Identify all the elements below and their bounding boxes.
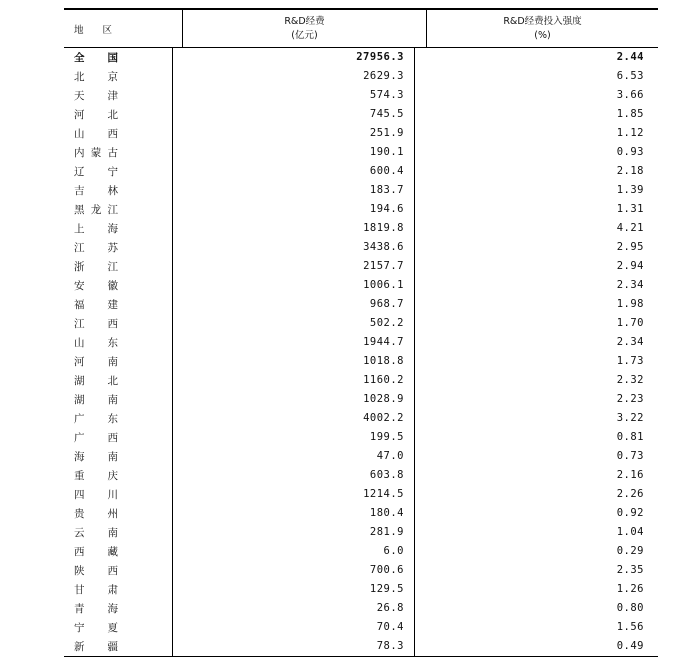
table-body [64, 48, 658, 657]
intensity-cell: 1.12 [616, 127, 644, 139]
table-row [64, 618, 658, 637]
table-row [64, 352, 658, 371]
expense-cell: 745.5 [172, 105, 415, 124]
table-row-total [64, 48, 658, 67]
table-row [64, 428, 658, 447]
table-row [64, 276, 658, 295]
table-row [64, 181, 658, 200]
table-row [64, 485, 658, 504]
region-cell [64, 525, 172, 540]
expense-cell: 281.9 [172, 523, 415, 542]
region-name: 吉 林 [74, 185, 120, 197]
region-cell [64, 601, 172, 616]
intensity-cell: 4.21 [616, 222, 644, 234]
region-cell [64, 468, 172, 483]
intensity-cell: 2.32 [616, 374, 644, 386]
region-name: 贵 州 [74, 508, 120, 520]
intensity-cell: 2.16 [616, 469, 644, 481]
region-name: 全 国 [74, 52, 120, 64]
intensity-cell: 2.44 [616, 51, 644, 63]
table-row [64, 390, 658, 409]
expense-cell: 600.4 [172, 162, 415, 181]
region-name: 青 海 [74, 603, 120, 615]
expense-cell: 1006.1 [172, 276, 415, 295]
table-row [64, 504, 658, 523]
region-name: 河 南 [74, 356, 120, 368]
region-name: 黑 龙 江 [74, 204, 120, 216]
region-cell [64, 221, 172, 236]
region-cell [64, 544, 172, 559]
table-row [64, 238, 658, 257]
region-cell [64, 563, 172, 578]
region-name: 四 川 [74, 489, 120, 501]
table-row [64, 466, 658, 485]
expense-cell: 199.5 [172, 428, 415, 447]
region-name: 江 西 [74, 318, 120, 330]
expense-cell: 1944.7 [172, 333, 415, 352]
region-name: 山 东 [74, 337, 120, 349]
intensity-cell: 0.49 [616, 640, 644, 652]
expense-cell: 968.7 [172, 295, 415, 314]
table-row [64, 124, 658, 143]
header-expense [182, 10, 427, 47]
expense-cell: 603.8 [172, 466, 415, 485]
region-name: 北 京 [74, 71, 120, 83]
intensity-cell: 1.04 [616, 526, 644, 538]
expense-cell: 78.3 [172, 637, 415, 656]
table-row [64, 599, 658, 618]
region-name: 甘 肃 [74, 584, 120, 596]
region-cell [64, 316, 172, 331]
region-name: 宁 夏 [74, 622, 120, 634]
data-table [64, 8, 658, 657]
intensity-cell: 2.23 [616, 393, 644, 405]
expense-cell: 251.9 [172, 124, 415, 143]
region-cell [64, 88, 172, 103]
region-name: 广 西 [74, 432, 120, 444]
table-row [64, 371, 658, 390]
region-name: 广 东 [74, 413, 120, 425]
intensity-cell: 0.92 [616, 507, 644, 519]
intensity-cell: 0.93 [616, 146, 644, 158]
region-name: 重 庆 [74, 470, 120, 482]
region-cell [64, 335, 172, 350]
region-cell [64, 278, 172, 293]
region-name: 云 南 [74, 527, 120, 539]
expense-cell: 1819.8 [172, 219, 415, 238]
intensity-cell: 0.80 [616, 602, 644, 614]
expense-cell: 194.6 [172, 200, 415, 219]
header-expense-unit: (亿元) [291, 29, 318, 41]
intensity-cell: 3.22 [616, 412, 644, 424]
expense-cell: 6.0 [172, 542, 415, 561]
intensity-cell: 2.26 [616, 488, 644, 500]
intensity-cell: 1.39 [616, 184, 644, 196]
region-name: 海 南 [74, 451, 120, 463]
table-row [64, 580, 658, 599]
region-cell [64, 240, 172, 255]
region-cell [64, 639, 172, 654]
header-intensity-title: R&D经费投入强度 [503, 15, 582, 27]
region-name: 湖 北 [74, 375, 120, 387]
table-row [64, 67, 658, 86]
expense-cell: 1160.2 [172, 371, 415, 390]
region-name: 陕 西 [74, 565, 120, 577]
expense-cell: 183.7 [172, 181, 415, 200]
region-cell [64, 354, 172, 369]
table-row [64, 637, 658, 656]
intensity-cell: 2.18 [616, 165, 644, 177]
region-cell [64, 126, 172, 141]
intensity-cell: 0.81 [616, 431, 644, 443]
table-row [64, 143, 658, 162]
intensity-cell: 1.26 [616, 583, 644, 595]
expense-cell: 3438.6 [172, 238, 415, 257]
expense-cell: 27956.3 [172, 48, 415, 67]
expense-cell: 1028.9 [172, 390, 415, 409]
table-row [64, 162, 658, 181]
header-intensity-unit: (%) [534, 29, 551, 41]
intensity-cell: 2.35 [616, 564, 644, 576]
expense-cell: 180.4 [172, 504, 415, 523]
table-row [64, 200, 658, 219]
intensity-cell: 2.94 [616, 260, 644, 272]
intensity-cell: 2.34 [616, 336, 644, 348]
intensity-cell: 2.95 [616, 241, 644, 253]
expense-cell: 1018.8 [172, 352, 415, 371]
intensity-cell: 0.29 [616, 545, 644, 557]
region-name: 江 苏 [74, 242, 120, 254]
region-name: 西 藏 [74, 546, 120, 558]
region-cell [64, 202, 172, 217]
region-name: 上 海 [74, 223, 120, 235]
region-name: 浙 江 [74, 261, 120, 273]
table-row [64, 333, 658, 352]
expense-cell: 4002.2 [172, 409, 415, 428]
region-cell [64, 69, 172, 84]
intensity-cell: 1.56 [616, 621, 644, 633]
region-cell [64, 145, 172, 160]
intensity-cell: 6.53 [616, 70, 644, 82]
intensity-cell: 1.31 [616, 203, 644, 215]
region-cell [64, 411, 172, 426]
expense-cell: 502.2 [172, 314, 415, 333]
region-cell [64, 449, 172, 464]
table-row [64, 105, 658, 124]
table-row [64, 295, 658, 314]
table-row [64, 447, 658, 466]
region-cell [64, 373, 172, 388]
expense-cell: 47.0 [172, 447, 415, 466]
intensity-cell: 0.73 [616, 450, 644, 462]
region-cell [64, 506, 172, 521]
region-cell [64, 107, 172, 122]
region-name: 内 蒙 古 [74, 147, 120, 159]
region-cell [64, 259, 172, 274]
expense-cell: 1214.5 [172, 485, 415, 504]
table-row [64, 314, 658, 333]
table-header [64, 8, 658, 48]
region-name: 新 疆 [74, 641, 120, 653]
region-cell [64, 392, 172, 407]
region-name: 天 津 [74, 90, 120, 102]
region-cell [64, 487, 172, 502]
region-name: 山 西 [74, 128, 120, 140]
region-name: 福 建 [74, 299, 120, 311]
expense-cell: 26.8 [172, 599, 415, 618]
header-intensity [427, 10, 658, 47]
region-name: 安 徽 [74, 280, 120, 292]
expense-cell: 700.6 [172, 561, 415, 580]
table-row [64, 523, 658, 542]
table-row [64, 257, 658, 276]
intensity-cell: 1.98 [616, 298, 644, 310]
expense-cell: 190.1 [172, 143, 415, 162]
table-row [64, 542, 658, 561]
region-name: 辽 宁 [74, 166, 120, 178]
table-row [64, 409, 658, 428]
expense-cell: 70.4 [172, 618, 415, 637]
expense-cell: 129.5 [172, 580, 415, 599]
intensity-cell: 2.34 [616, 279, 644, 291]
region-cell [64, 183, 172, 198]
expense-cell: 2629.3 [172, 67, 415, 86]
region-name: 河 北 [74, 109, 120, 121]
intensity-cell: 3.66 [616, 89, 644, 101]
expense-cell: 2157.7 [172, 257, 415, 276]
intensity-cell: 1.73 [616, 355, 644, 367]
region-cell [64, 430, 172, 445]
header-expense-title: R&D经费 [284, 15, 325, 27]
table-row [64, 219, 658, 238]
intensity-cell: 1.85 [616, 108, 644, 120]
region-cell [64, 50, 172, 65]
expense-cell: 574.3 [172, 86, 415, 105]
region-cell [64, 582, 172, 597]
table-row [64, 86, 658, 105]
header-region: 地 区 [74, 24, 121, 36]
region-cell [64, 620, 172, 635]
region-cell [64, 164, 172, 179]
region-cell [64, 297, 172, 312]
table-row [64, 561, 658, 580]
intensity-cell: 1.70 [616, 317, 644, 329]
region-name: 湖 南 [74, 394, 120, 406]
